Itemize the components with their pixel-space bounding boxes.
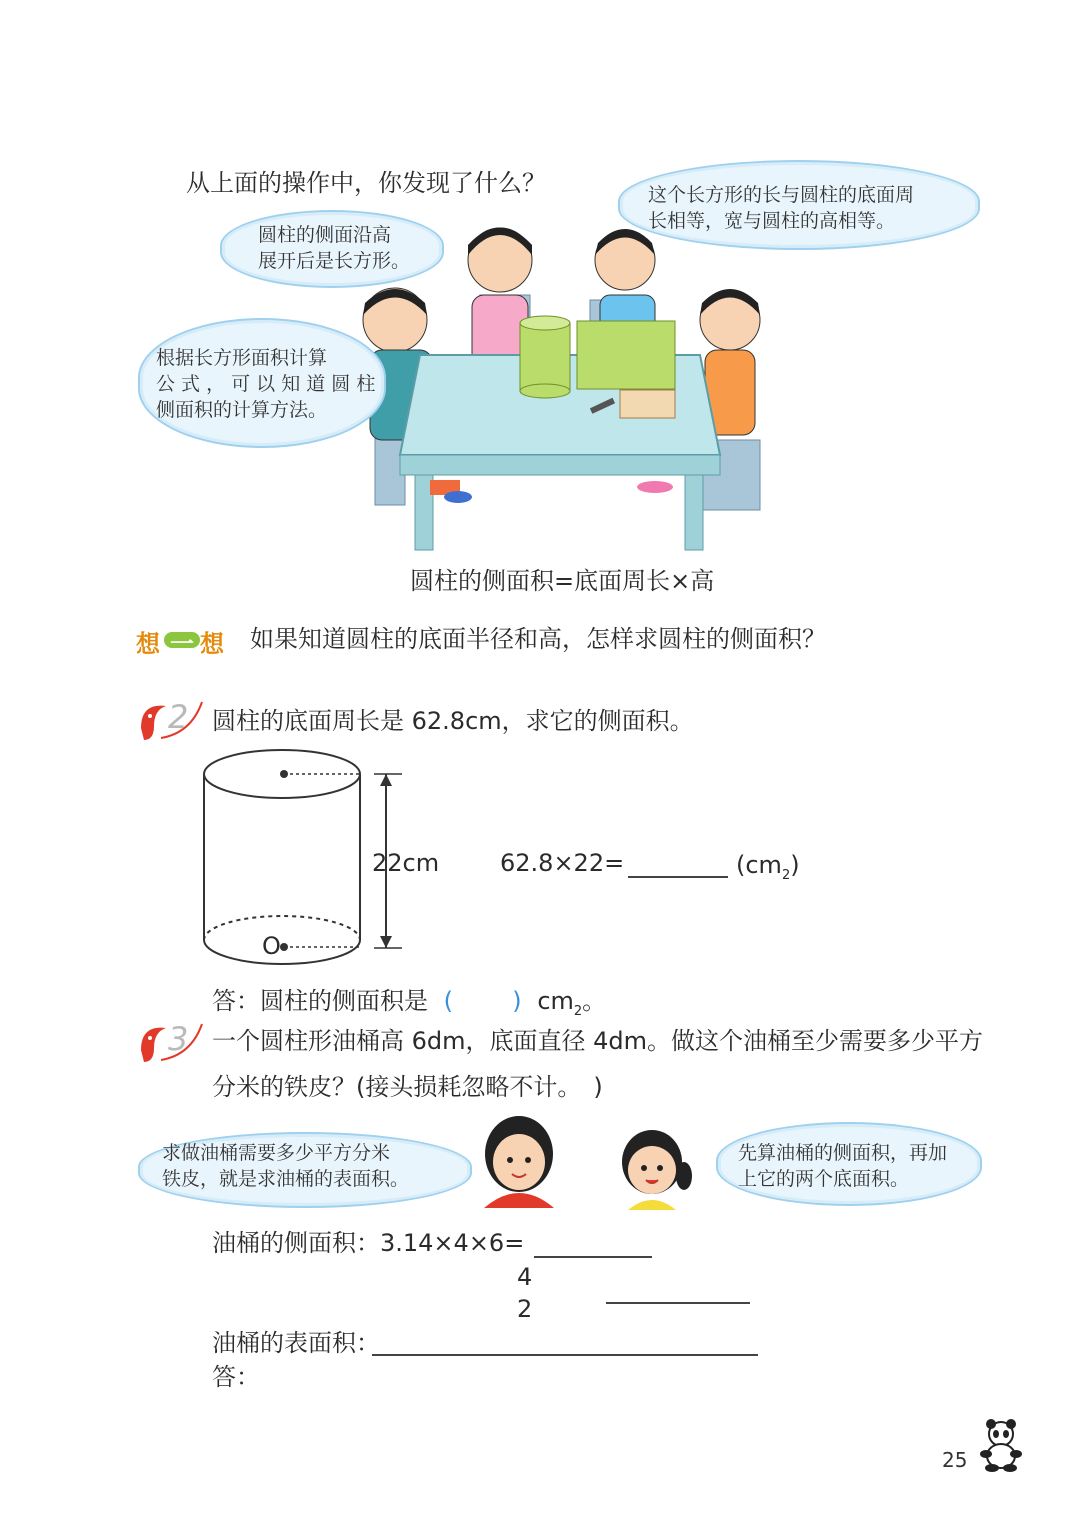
side-area-label: 油桶的侧面积：3.14×4×6= bbox=[212, 1229, 525, 1257]
bubble-boy-left-line-1: 根据长方形面积计算 bbox=[156, 347, 328, 369]
answer-2-end: 。 bbox=[582, 987, 607, 1015]
intro-question: 从上面的操作中，你发现了什么？ bbox=[186, 169, 546, 197]
girl-portrait-right bbox=[612, 1126, 698, 1210]
bubble-girl-line-1: 圆柱的侧面沿高 bbox=[258, 224, 392, 246]
fraction-numerator: 4 bbox=[517, 1263, 533, 1291]
side-area-blank[interactable] bbox=[534, 1256, 652, 1258]
problem-2-number: 2 bbox=[168, 698, 189, 736]
think-badge-char-2: 一 bbox=[170, 630, 194, 658]
think-badge-char-1: 想 bbox=[136, 630, 160, 658]
bubble-girl-right-line-2: 上它的两个底面积。 bbox=[738, 1168, 910, 1190]
bubble-girl-left-line-2: 铁皮，就是求油桶的表面积。 bbox=[162, 1168, 410, 1190]
answer-2-paren-close: ) bbox=[512, 987, 522, 1015]
bubble-girl-right-line-1: 先算油桶的侧面积，再加 bbox=[738, 1142, 948, 1164]
problem-3-badge bbox=[136, 1020, 206, 1066]
answer-2-paren-open: ( bbox=[443, 987, 454, 1015]
height-label: 22cm bbox=[372, 849, 440, 877]
problem-3-line-2: 分米的铁皮？(接头损耗忽略不计。 ) bbox=[212, 1073, 603, 1101]
bubble-boy-left-line-2: 公 式 ， 可 以 知 道 圆 柱 bbox=[156, 373, 376, 395]
answer-2-unit: cm bbox=[537, 987, 574, 1015]
problem-3-number: 3 bbox=[168, 1020, 189, 1058]
page-number: 25 bbox=[942, 1448, 968, 1472]
fraction-denominator: 2 bbox=[517, 1295, 533, 1323]
think-badge bbox=[134, 624, 230, 656]
bubble-boy-right-line-1: 这个长方形的长与圆柱的底面周 bbox=[648, 184, 915, 206]
bubble-girl-line-2: 展开后是长方形。 bbox=[258, 250, 411, 272]
calc-expression: 62.8×22= bbox=[500, 849, 625, 877]
answer-2 bbox=[212, 986, 606, 1027]
think-question: 如果知道圆柱的底面半径和高，怎样求圆柱的侧面积？ bbox=[250, 625, 826, 653]
calc-unit-close: ) bbox=[790, 851, 800, 879]
calc-unit-sup: 2 bbox=[781, 867, 791, 883]
girl-portrait-left bbox=[474, 1112, 564, 1208]
problem-2-text: 圆柱的底面周长是 62.8cm，求它的侧面积。 bbox=[212, 707, 694, 735]
bubble-boy-right-line-2: 长相等，宽与圆柱的高相等。 bbox=[648, 210, 896, 232]
bubble-boy-left-line-3: 侧面积的计算方法。 bbox=[156, 399, 328, 421]
answer-3-label: 答： bbox=[212, 1363, 260, 1391]
base-area-blank[interactable] bbox=[606, 1302, 750, 1304]
lateral-area-formula: 圆柱的侧面积=底面周长×高 bbox=[410, 567, 715, 595]
bubble-girl-left-line-1: 求做油桶需要多少平方分米 bbox=[162, 1142, 391, 1164]
center-label: O bbox=[262, 932, 281, 960]
calc-blank[interactable] bbox=[628, 876, 728, 878]
think-badge-char-3: 想 bbox=[200, 630, 224, 658]
answer-2-unit-sup: 2 bbox=[573, 1003, 583, 1019]
calc-unit bbox=[736, 850, 800, 891]
problem-3-line-1: 一个圆柱形油桶高 6dm，底面直径 4dm。做这个油桶至少需要多少平方 bbox=[212, 1027, 984, 1055]
surface-area-blank[interactable] bbox=[372, 1354, 758, 1356]
problem-2-badge bbox=[136, 698, 206, 744]
surface-area-label: 油桶的表面积： bbox=[212, 1329, 380, 1357]
calc-unit-open: (cm bbox=[736, 851, 782, 879]
answer-2-prefix: 答：圆柱的侧面积是 bbox=[212, 987, 428, 1015]
panda-icon bbox=[976, 1418, 1026, 1474]
